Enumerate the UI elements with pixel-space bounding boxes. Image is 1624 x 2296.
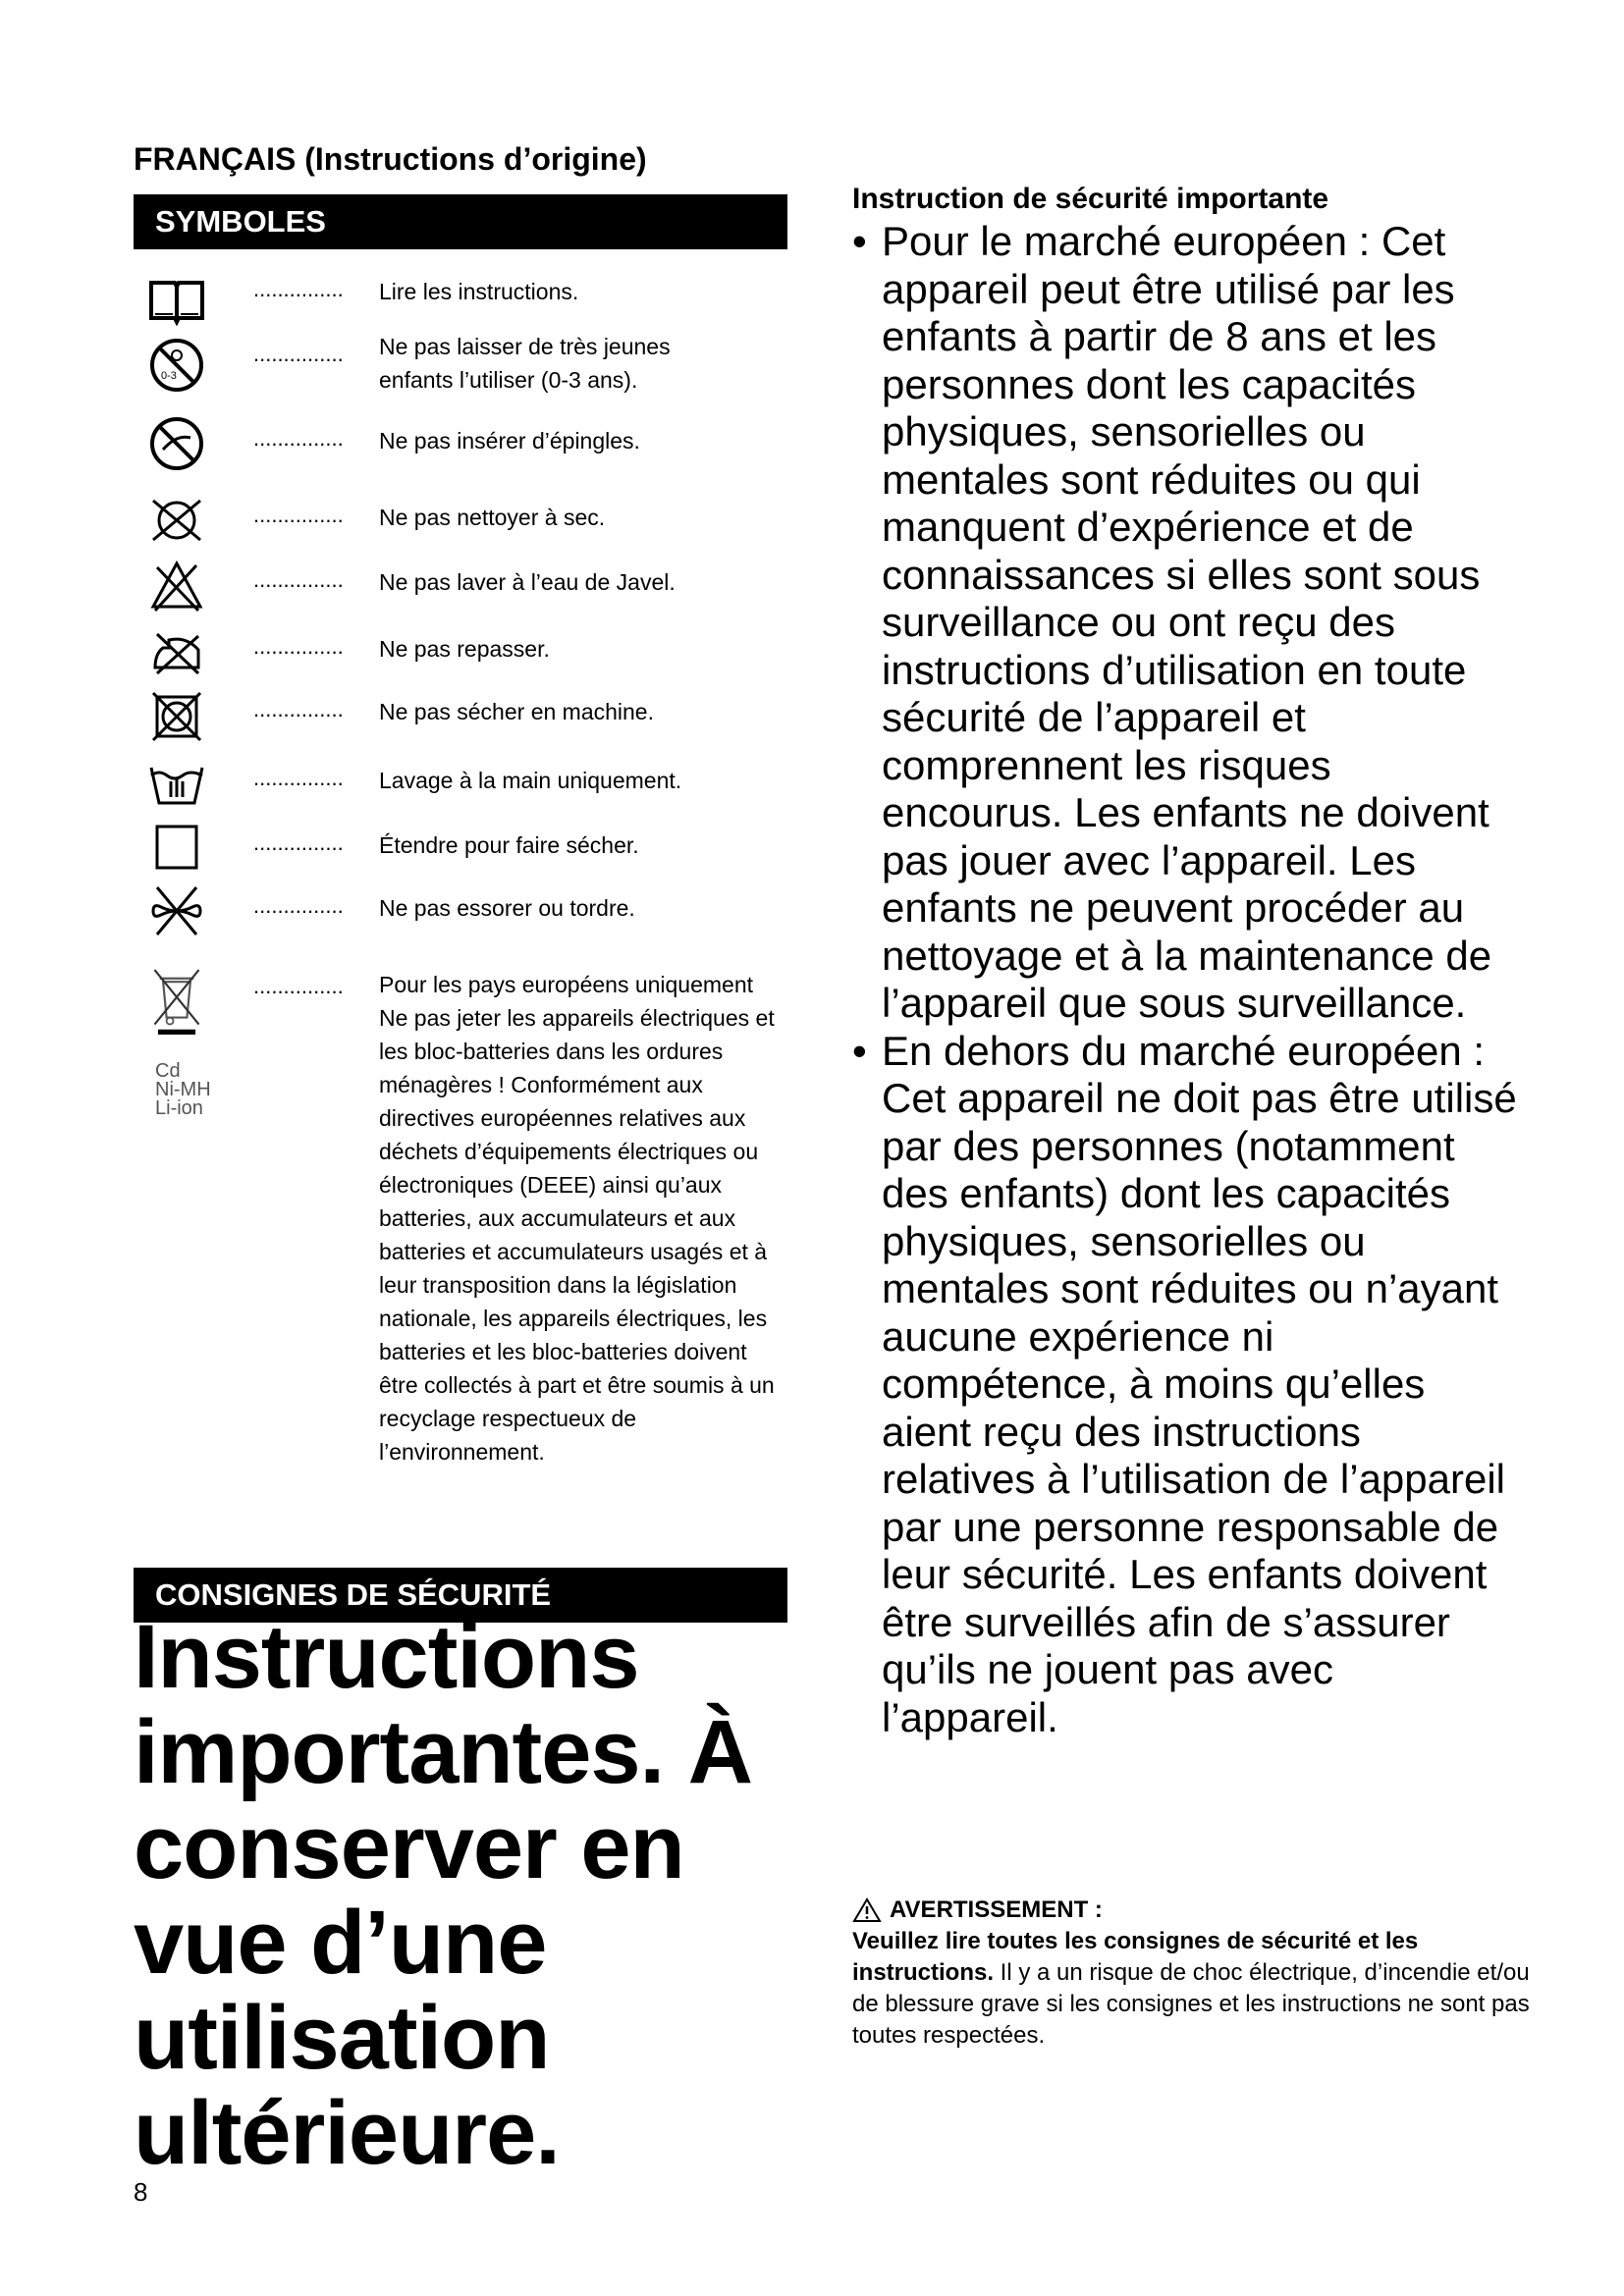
leader-dots: ............... xyxy=(253,830,344,855)
battery-label: Li-ion xyxy=(155,1097,203,1119)
no-dry-clean-icon xyxy=(147,493,206,552)
book-icon xyxy=(147,275,206,334)
leader-dots: ............... xyxy=(253,567,344,592)
page-number: 8 xyxy=(134,2177,148,2207)
right-column xyxy=(852,183,1520,1741)
symbol-row-no-children xyxy=(147,328,795,397)
warning-bold-text: Veuillez lire toutes les consignes de sécurité et les instructions. xyxy=(852,1928,1419,1986)
battery-label: Cd xyxy=(155,1060,181,1082)
battery-type-labels xyxy=(155,1062,211,1118)
no-tumble-dry-icon xyxy=(147,687,206,746)
symbol-text: Ne pas repasser. xyxy=(379,636,550,662)
symbol-text: Ne pas sécher en machine. xyxy=(379,699,654,724)
language-title: FRANÇAIS (Instructions d’origine) xyxy=(134,141,647,177)
important-instructions-title: Instructions importantes. À conserver en vue d’une utilisation ultérieure. xyxy=(134,1607,753,2183)
important-safety-title: Instruction de sécurité importante xyxy=(852,183,1329,215)
symbol-row-no-pins xyxy=(147,412,795,471)
symbol-text: Ne pas laver à l’eau de Javel. xyxy=(379,569,676,595)
leader-dots: ............... xyxy=(253,697,344,721)
leader-dots: ............... xyxy=(253,342,344,366)
no-wring-icon xyxy=(139,881,214,940)
symbol-row-no-bleach xyxy=(147,558,795,613)
bullet-non-eu-market: • En dehors du marché européen : Cet appareil ne doit pas être utilisé par des personnes (notamment des enfants) dont les capacités physiques, sensorielles ou mentales sont réduites ou n’ayant aucune expérience ni compétence, à moins qu’elles aient reçu des instructions relatives à l’utilisation de l’appareil par une personne responsable de leur sécurité. Les enfants doivent être surveillés afin de s’assurer qu’ils ne jouent pas avec l’appareil. xyxy=(852,1028,1520,1742)
leader-dots: ............... xyxy=(253,766,344,790)
weee-text: Pour les pays européens uniquement Ne pas jeter les appareils électriques et les bloc-batteries dans les ordures ménagères ! Conformément aux directives européennes relatives aux déchets d’équipements électriques ou électroniques (DEEE) ainsi qu’aux batteries, aux accumulateurs et aux batteries et accumulateurs usagés et à leur transposition dans la législation nationale, les appareils électriques, les batteries et les bloc-batteries doivent être collectés à part et être soumis à un recyclage respectueux de l’environnement. xyxy=(379,972,775,1465)
leader-dots: ............... xyxy=(253,426,344,451)
symbol-text: Ne pas nettoyer à sec. xyxy=(379,505,606,530)
symbol-row-no-wring xyxy=(147,881,795,936)
leader-dots: ............... xyxy=(253,974,344,998)
leader-dots: ............... xyxy=(253,893,344,918)
leader-dots: ............... xyxy=(253,277,344,301)
no-bleach-icon xyxy=(147,558,206,616)
crossed-bin-icon xyxy=(151,966,202,1039)
bullet-eu-market: • Pour le marché européen : Cet appareil peut être utilisé par les enfants à partir de 8 ans et les personnes dont les capacités physiques, sensorielles ou mentales sont réduites ou qui manquent d’expérience et de connaissances si elles sont sous surveillance ou ont reçu des instructions d’utilisation en toute sécurité de l’appareil et comprennent les risques encourus. Les enfants ne doivent pas jouer avec l’appareil. Les enfants ne peuvent procéder au nettoyage et à la maintenance de l’appareil que sous surveillance. xyxy=(852,218,1520,1028)
warning-block xyxy=(852,1895,1530,2052)
battery-label: Ni-MH xyxy=(155,1079,211,1100)
svg-text:0-3: 0-3 xyxy=(161,370,177,382)
no-pins-icon xyxy=(147,414,206,473)
leader-dots: ............... xyxy=(253,634,344,659)
symbol-row-no-iron xyxy=(147,624,795,677)
symbol-row-read-instructions xyxy=(147,271,795,320)
no-iron-icon xyxy=(147,624,206,683)
warning-triangle-icon xyxy=(852,1897,882,1923)
leader-dots: ............... xyxy=(253,503,344,527)
symbol-text: Étendre pour faire sécher. xyxy=(379,832,639,858)
symbol-row-line-dry xyxy=(147,819,795,872)
warning-body-text: Il y a un risque de choc électrique, d’incendie et/ou de blessure grave si les consignes et les instructions ne sont pas toutes respectées. xyxy=(852,1959,1530,2049)
safety-heading: CONSIGNES DE SÉCURITÉ xyxy=(134,1568,787,1623)
symbol-row-hand-wash xyxy=(147,754,795,807)
symbol-text: Lavage à la main uniquement. xyxy=(379,768,682,793)
hand-wash-icon xyxy=(147,754,206,813)
symbol-text: Ne pas essorer ou tordre. xyxy=(379,895,635,921)
warning-text xyxy=(852,1926,1530,2052)
no-children-icon xyxy=(147,336,206,395)
symbol-text: Ne pas insérer d’épingles. xyxy=(379,428,640,454)
symbol-text: Ne pas laisser de très jeunes enfants l’utiliser (0-3 ans). xyxy=(379,334,671,393)
symbol-row-no-dry-clean xyxy=(147,493,795,544)
symbol-text: Lire les instructions. xyxy=(379,279,579,304)
symbols-heading: SYMBOLES xyxy=(134,194,787,249)
warning-label: AVERTISSEMENT : xyxy=(890,1896,1103,1923)
symbol-row-weee xyxy=(147,966,795,1555)
line-dry-icon xyxy=(147,819,206,878)
warning-heading xyxy=(852,1895,1530,1926)
symbol-row-no-tumble-dry xyxy=(147,687,795,742)
